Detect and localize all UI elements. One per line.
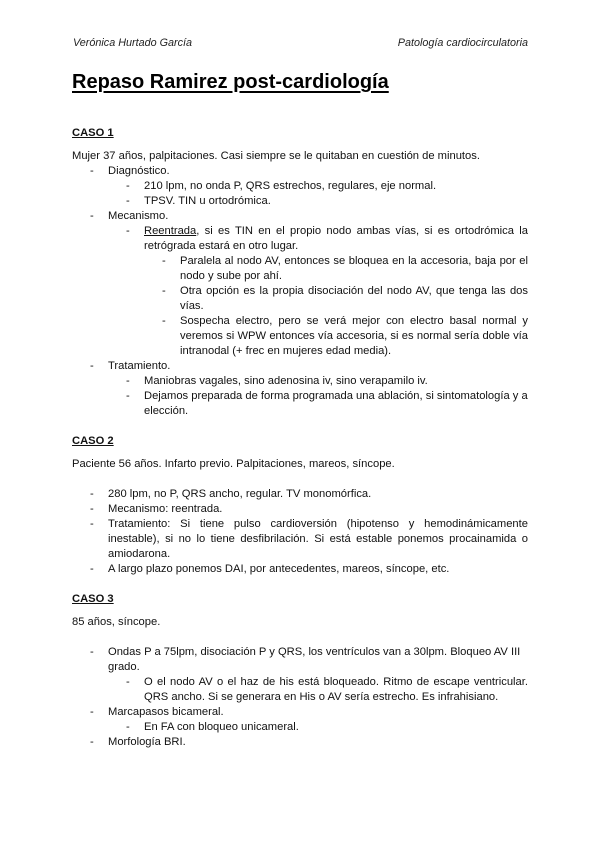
mecanismo-subitem: - Paralela al nodo AV, entonces se bloquea en la accesoria, baja por el nodo y sube por ahí. — [144, 254, 528, 284]
mecanismo-reentrada — [108, 224, 528, 359]
case-3 — [72, 592, 528, 750]
case-1-diagnostico — [72, 164, 528, 209]
case-2-intro: Paciente 56 años. Infarto previo. Palpitaciones, mareos, síncope. — [72, 458, 395, 470]
mecanismo-label: Mecanismo. — [108, 210, 169, 222]
diagnostico-label: Diagnóstico. — [108, 165, 170, 177]
case-2-list — [72, 487, 528, 577]
case-3-item — [72, 645, 528, 705]
document-body — [72, 126, 528, 750]
case-3-item: - Morfología BRI. — [72, 735, 528, 750]
case-1-heading: CASO 1 — [72, 127, 114, 139]
case-1-list — [72, 164, 528, 419]
case-3-subitem: - En FA con bloqueo unicameral. — [108, 720, 528, 735]
reentrada-term: Reentrada — [144, 225, 197, 237]
tratamiento-label: Tratamiento. — [108, 360, 171, 372]
mecanismo-subitem: - Otra opción es la propia disociación del nodo AV, que tenga las dos vías. — [144, 284, 528, 314]
case-1 — [72, 126, 528, 419]
reentrada-description: , si es TIN en el propio nodo ambas vías, si es ortodrómica la retrógrada estará en otro lugar. — [144, 225, 528, 252]
case-3-subitem: - O el nodo AV o el haz de his está bloqueado. Ritmo de escape ventricular. QRS ancho. Si se generara en His o AV sería estrecho. Es infrahisiano. — [108, 675, 528, 705]
case-2-item: - Tratamiento: Si tiene pulso cardioversión (hipotenso y hemodinámicamente inestable), si no lo tiene desfibrilación. Si está estable ponemos procainamida o amiodarona. — [72, 517, 528, 562]
case-1-intro: Mujer 37 años, palpitaciones. Casi siempre se le quitaban en cuestión de minutos. — [72, 150, 480, 162]
case-3-intro: 85 años, síncope. — [72, 616, 161, 628]
case-2-item: - 280 lpm, no P, QRS ancho, regular. TV monomórfica. — [72, 487, 528, 502]
case-2-heading: CASO 2 — [72, 435, 114, 447]
diagnostico-item: - TPSV. TIN u ortodrómica. — [108, 194, 528, 209]
case-1-tratamiento — [72, 359, 528, 419]
case-3-heading: CASO 3 — [72, 593, 114, 605]
case-3-item — [72, 705, 528, 735]
header-subject: Patología cardiocirculatoria — [397, 37, 528, 49]
case-3-item-text: Ondas P a 75lpm, disociación P y QRS, los ventrículos van a 30lpm. Bloqueo AV III grado. — [108, 646, 521, 673]
header-author: Verónica Hurtado García — [73, 37, 193, 49]
page-title: Repaso Ramirez post-cardiología — [72, 71, 389, 93]
case-2 — [72, 434, 528, 577]
diagnostico-item: - 210 lpm, no onda P, QRS estrechos, regulares, eje normal. — [108, 179, 528, 194]
case-2-item: - Mecanismo: reentrada. — [72, 502, 528, 517]
tratamiento-item: - Dejamos preparada de forma programada una ablación, si sintomatología y a elección. — [108, 389, 528, 419]
case-1-mecanismo — [72, 209, 528, 359]
case-3-item-text: Marcapasos bicameral. — [108, 706, 224, 718]
mecanismo-subitem: - Sospecha electro, pero se verá mejor con electro basal normal y veremos si WPW entonces vía accesoria, si es normal sería doble vía intranodal (+ frec en mujeres edad media). — [144, 314, 528, 359]
case-3-list — [72, 645, 528, 750]
tratamiento-item: - Maniobras vagales, sino adenosina iv, sino verapamilo iv. — [108, 374, 528, 389]
case-2-item: - A largo plazo ponemos DAI, por antecedentes, mareos, síncope, etc. — [72, 562, 528, 577]
